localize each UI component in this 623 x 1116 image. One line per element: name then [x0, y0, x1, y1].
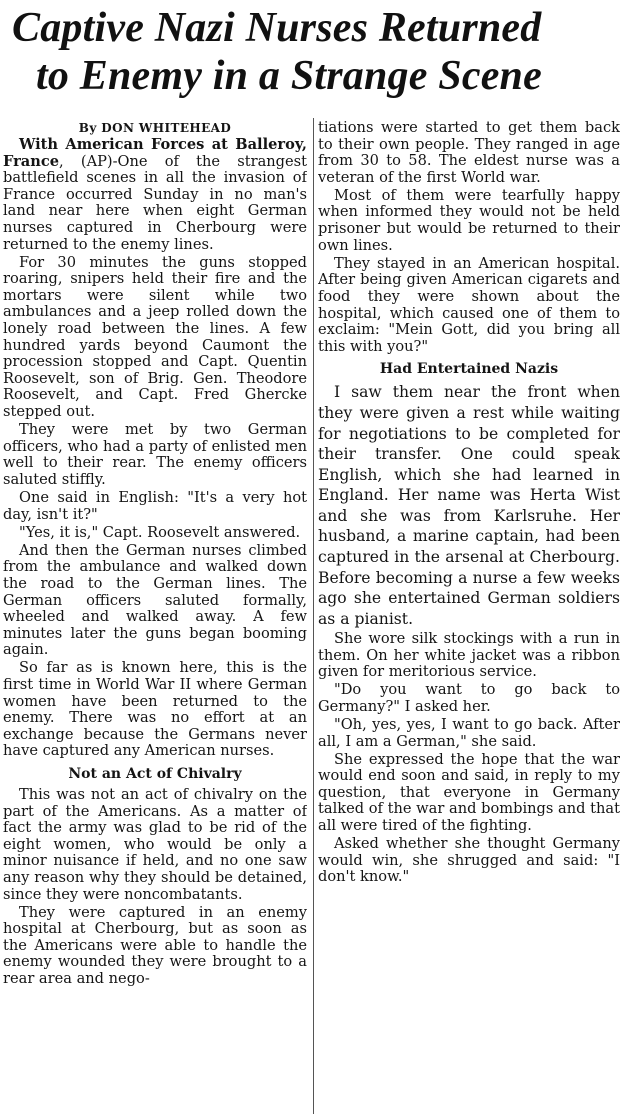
- paragraph: They were met by two German officers, who had a party of enlisted men well to their rear. The enemy officers saluted stiffly.: [3, 421, 307, 488]
- lead-paragraph: [3, 137, 307, 253]
- paragraph: One said in English: "It's a very hot day, isn't it?": [3, 488, 307, 523]
- byline: By DON WHITEHEAD: [78, 121, 232, 135]
- dateline: With American Forces at Balleroy, France: [3, 136, 307, 170]
- paragraph: Asked whether she thought Germany would win, she shrugged and said: "I don't know.": [318, 835, 620, 886]
- column-divider: [313, 118, 314, 1114]
- left-column: [3, 120, 307, 1114]
- wire-credit: (AP): [80, 152, 113, 170]
- paragraph: She wore silk stockings with a run in them. On her white jacket was a ribbon given for meritorious service.: [318, 629, 620, 681]
- paragraph: "Do you want to go back to Germany?" I asked her.: [318, 681, 620, 715]
- paragraph: "Oh, yes, yes, I want to go back. After all, I am a German," she said.: [318, 715, 620, 750]
- paragraph: So far as is known here, this is the first time in World War II where German women have been returned to the enemy. There was no effort at an exchange because the Germans never have captured any American nurses.: [3, 659, 307, 760]
- headline-line-1: Captive Nazi Nurses Returned: [12, 5, 542, 51]
- headline-line-2: to Enemy in a Strange Scene: [36, 53, 542, 99]
- paragraph: For 30 minutes the guns stopped roaring, snipers held their fire and the mortars were silent while two ambulances and a jeep rolled down the lonely road between the lines. A few hundred yards beyond Caumont the procession stopped and Capt. Quentin Roosevelt, son of Brig. Gen. Theodore Roosevelt, and Capt. Fred Ghercke stepped out.: [3, 253, 307, 420]
- paragraph: They stayed in an American hospital. After being given American cigarets and food they were shown about the hospital, which caused one of them to exclaim: "Mein Gott, did you bring all this with you?": [318, 254, 620, 355]
- paragraph: And then the German nurses climbed from the ambulance and walked down the road to the German lines. The German officers saluted formally, wheeled and walked away. A few minutes later the guns began booming again.: [3, 541, 307, 659]
- subhead-chivalry: Not an Act of Chivalry: [68, 765, 242, 782]
- paragraph: tiations were started to get them back to their own people. They ranged in age from 30 to 58. The eldest nurse was a veteran of the first World war.: [318, 120, 620, 186]
- paragraph: I saw them near the front when they were given a rest while waiting for negotiations to be completed for their transfer. One could speak English, which she had learned in England. Her name was Herta Wist and she was from Karlsruhe. Her husband, a marine captain, had been captured in the arsenal at Cherbourg. Before becoming a nurse a few weeks ago she entertained German soldiers as a pianist.: [318, 383, 620, 628]
- paragraph: She expressed the hope that the war would end soon and said, in reply to my question, that everyone in Germany talked of the war and bombings and that all were tired of the fighting.: [318, 750, 620, 834]
- paragraph: This was not an act of chivalry on the part of the Americans. As a matter of fact the army was glad to be rid of the eight women, who would be only a minor nuisance if held, and no one saw any reason why they should be detained, since they were noncombatants.: [3, 785, 307, 903]
- dateline-sep: ,: [59, 152, 81, 170]
- paragraph: Most of them were tearfully happy when informed they would not be held prisoner but would be returned to their own lines.: [318, 186, 620, 254]
- lead-text: -One of the strangest battlefield scenes in all the invasion of France occurred Sunday in no man's land near here when eight German nurses captured in Cherbourg were returned to the enemy lines.: [3, 152, 307, 253]
- headline: [0, 4, 623, 100]
- right-column: [318, 120, 620, 940]
- subhead-entertained: Had Entertained Nazis: [379, 361, 559, 378]
- paragraph: They were captured in an enemy hospital at Cherbourg, but as soon as the Americans were able to handle the enemy wounded they were brought to a rear area and nego-: [3, 903, 307, 987]
- paragraph: "Yes, it is," Capt. Roosevelt answered.: [19, 523, 301, 541]
